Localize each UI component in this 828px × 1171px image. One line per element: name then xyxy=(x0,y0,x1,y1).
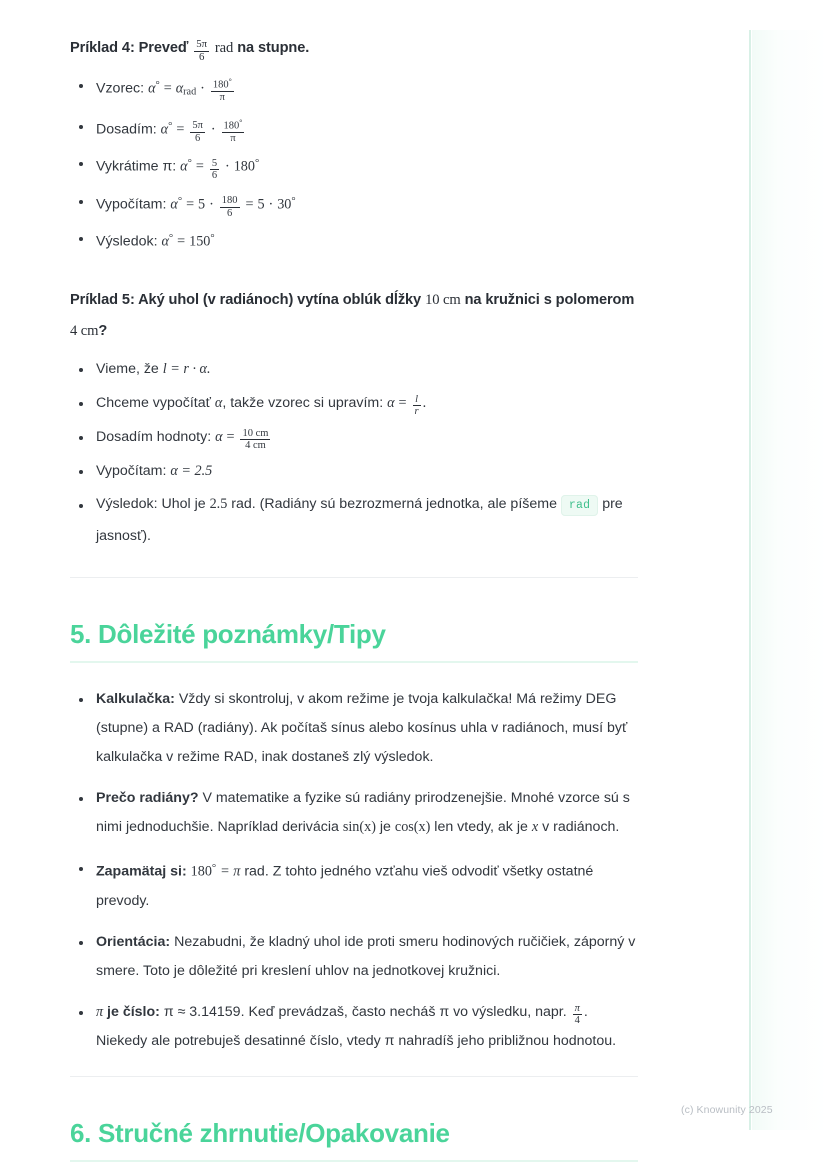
section-divider xyxy=(70,577,638,578)
tip-math-cos: cos(x) xyxy=(394,819,431,836)
code-chip-rad: rad xyxy=(561,495,598,516)
step-fraction-1-denominator: 6 xyxy=(190,132,205,144)
tip-fraction-numerator: π xyxy=(574,1002,580,1014)
page-title-section-6: 6. Stručné zhrnutie/Opakovanie xyxy=(70,1117,450,1148)
tip-text: Vždy si skontroluj, v akom režime je tvoja kalkulačka! Má režimy DEG (stupne) a RAD (radiány). Ak počítaš sínus alebo kosínus uhla v radiánoch, musí byť kalkulačka v režime RAD, inak dostaneš zlý výsledok. xyxy=(96,691,628,766)
tip-text: rad. Z tohto jedného vzťahu vieš odvodiť všetky ostatné prevody. xyxy=(96,863,594,909)
step-fraction-numerator-value: 180 xyxy=(212,79,229,91)
section-5-underline xyxy=(70,661,638,663)
step-dot: · xyxy=(200,80,205,97)
step-second-operand: 5 xyxy=(257,196,265,213)
list-item xyxy=(70,69,638,109)
step-dot: · xyxy=(225,158,230,175)
step-dot: · xyxy=(209,196,214,213)
tip-text-d: v radiánoch. xyxy=(538,819,620,836)
degree-icon: ° xyxy=(291,195,296,207)
list-item xyxy=(70,998,638,1056)
example5-steps-list xyxy=(70,353,638,551)
example4-heading-fraction xyxy=(194,39,209,63)
step-fraction-denominator: r xyxy=(414,406,419,418)
tip-math-sin: sin(x) xyxy=(342,819,376,836)
step-label: Vypočítam: xyxy=(96,462,167,479)
example5-heading-length: 10 cm xyxy=(425,291,461,308)
tips-list xyxy=(70,685,638,1055)
step-fraction xyxy=(413,394,421,418)
step-fraction-1-denominator: 6 xyxy=(220,207,240,219)
step-label: Dosadím: xyxy=(96,121,157,138)
tip-text-a: π ≈ 3.14159. Keď prevádzaš, často necháš π vo výsledku, napr. xyxy=(159,1003,571,1020)
step-equals: = xyxy=(398,394,407,411)
step-alpha: α xyxy=(215,428,223,445)
degree-icon: ° xyxy=(187,158,192,170)
tip-math-equals-pi: = π xyxy=(220,863,241,880)
example5-heading-part-b: na kružnici s polomerom xyxy=(464,291,635,308)
step-fraction-denominator: π xyxy=(211,91,234,103)
step-math: l = r · α. xyxy=(162,360,211,377)
step-fraction-1 xyxy=(210,158,219,182)
step-dot: · xyxy=(210,121,216,138)
example4-heading-suffix: na stupne. xyxy=(237,40,310,56)
step-fraction-1-numerator: 5π xyxy=(192,120,203,132)
list-item xyxy=(70,455,638,488)
list-item xyxy=(70,222,638,258)
step-equals: = xyxy=(226,428,235,445)
step-fraction-2-numerator-value: 180 xyxy=(223,120,240,132)
tip-label: je číslo: xyxy=(103,1003,160,1020)
degree-icon: ° xyxy=(239,118,243,128)
example4-heading-unit: rad xyxy=(214,40,234,56)
step-math: α = 2.5 xyxy=(170,462,213,479)
step-label: Vypočítam: xyxy=(96,196,167,213)
list-item xyxy=(70,928,638,986)
step-alpha-rad: α xyxy=(175,80,184,97)
footer-copyright: (c) Knowunity 2025 xyxy=(681,1104,773,1116)
example4-heading-prefix: Príklad 4: Preveď xyxy=(70,40,189,56)
step-equals: = xyxy=(177,233,186,250)
step-label: Výsledok: Uhol je xyxy=(96,495,206,512)
step-equals: = xyxy=(195,158,204,175)
example5-heading-part-a: Príklad 5: Aký uhol (v radiánoch) vytína oblúk dĺžky xyxy=(70,291,422,308)
example5-heading-question: ? xyxy=(98,322,108,339)
scroll-indicator-band[interactable] xyxy=(752,30,828,1130)
step-dot-2: · xyxy=(268,196,274,213)
degree-icon: ° xyxy=(155,80,160,92)
degree-icon: ° xyxy=(210,233,215,245)
tip-label: Zapamätaj si: xyxy=(96,863,187,880)
tip-label: Orientácia: xyxy=(96,933,171,950)
step-value: 30 xyxy=(277,196,292,213)
example4-heading-fraction-numerator: 5π xyxy=(196,37,207,50)
step-label: Vieme, že xyxy=(96,360,159,377)
list-item xyxy=(70,685,638,772)
degree-icon: ° xyxy=(211,863,217,875)
example4-steps-list xyxy=(70,69,638,259)
list-item xyxy=(70,489,638,551)
degree-icon: ° xyxy=(228,77,232,87)
document-content xyxy=(70,34,638,1162)
degree-icon: ° xyxy=(177,195,183,207)
step-fraction-1 xyxy=(220,195,240,219)
example4-heading xyxy=(70,34,638,63)
step-fraction-1-numerator: 180 xyxy=(221,195,238,207)
step-label: Vzorec: xyxy=(96,80,145,97)
list-item xyxy=(70,110,638,146)
step-period: . xyxy=(422,394,427,411)
degree-icon: ° xyxy=(168,233,174,245)
step-fraction xyxy=(211,78,234,103)
tip-label: Prečo radiány? xyxy=(96,790,199,807)
step-alpha: α xyxy=(180,158,188,175)
step-fraction-2-numerator xyxy=(222,119,245,132)
example5-heading-radius: 4 cm xyxy=(70,322,99,339)
tip-text: Nezabudni, že kladný uhol ide proti smeru hodinových ručičiek, záporný v smere. Toto je dôležité pri kreslení uhlov na jednotkovej kružnici. xyxy=(96,933,636,979)
step-alpha-subscript: rad xyxy=(183,86,197,98)
step-value: 180 xyxy=(233,158,255,175)
step-fraction-2-denominator: π xyxy=(222,132,245,144)
step-text-mid: rad. (Radiány sú bezrozmerná jednotka, ale píšeme xyxy=(231,495,557,512)
list-item xyxy=(70,185,638,221)
step-equals: = xyxy=(163,80,172,97)
step-value: 150 xyxy=(189,233,211,250)
tip-text-a: V matematike a fyzike sú radiány prirodzenejšie. Mnohé vzorce sú s nimi jednoduchšie. Napríklad derivácia xyxy=(96,790,630,836)
step-fraction-denominator: 4 cm xyxy=(240,439,270,451)
step-label: Dosadím hodnoty: xyxy=(96,428,212,445)
list-item xyxy=(70,353,638,386)
list-item xyxy=(70,784,638,842)
step-fraction xyxy=(240,428,270,452)
tip-label: Kalkulačka: xyxy=(96,691,175,708)
tip-fraction-denominator: 4 xyxy=(573,1014,582,1026)
tip-math-x: x xyxy=(531,819,539,836)
tip-math-180: 180 xyxy=(190,863,212,880)
step-fraction-1-numerator: 5 xyxy=(211,157,218,169)
list-item xyxy=(70,387,638,420)
example5-heading xyxy=(70,285,638,347)
step-fraction-numerator: l xyxy=(415,393,419,405)
step-value: 2.5 xyxy=(209,495,228,512)
step-equals: = xyxy=(176,121,185,138)
step-text-mid: , takže vzorec si upravím: xyxy=(222,394,384,411)
step-fraction-numerator xyxy=(211,78,234,91)
section-6-underline xyxy=(70,1160,638,1162)
step-fraction-1-denominator: 6 xyxy=(211,170,218,182)
list-item xyxy=(70,147,638,183)
step-alpha: α xyxy=(161,233,169,250)
degree-icon: ° xyxy=(254,158,260,170)
step-fraction-1 xyxy=(190,120,205,144)
list-item xyxy=(70,854,638,915)
step-alpha: α xyxy=(160,121,169,138)
tip-label-pi: π xyxy=(96,1003,104,1020)
step-label: Chceme vypočítať xyxy=(96,394,211,411)
tip-text-c: len vtedy, ak je xyxy=(430,819,532,836)
step-alpha: α xyxy=(148,80,156,97)
section-divider-2 xyxy=(70,1076,638,1077)
step-alpha: α xyxy=(214,394,223,411)
step-equals-2: = xyxy=(245,196,254,213)
step-alpha: α xyxy=(170,196,178,213)
tip-text-b: . Niekedy ale potrebuješ desatinné číslo, vtedy π nahradíš jeho približnou hodnotou. xyxy=(96,1003,617,1049)
degree-icon: ° xyxy=(168,120,173,132)
step-fraction-numerator: 10 cm xyxy=(242,427,269,439)
list-item xyxy=(70,421,638,454)
step-fraction-2 xyxy=(222,119,245,144)
tip-fraction xyxy=(573,1003,582,1027)
step-text-end: pre jasnosť). xyxy=(96,495,623,544)
step-first-operand: 5 xyxy=(198,196,206,213)
example4-heading-fraction-denominator: 6 xyxy=(194,51,209,64)
step-label: Vykrátime π: xyxy=(96,158,177,175)
step-equals: = xyxy=(186,196,195,213)
page-title-section-5: 5. Dôležité poznámky/Tipy xyxy=(70,618,386,649)
tip-text-b: je xyxy=(375,819,395,836)
step-label: Výsledok: xyxy=(96,233,158,250)
scroll-indicator-line[interactable] xyxy=(749,30,751,1130)
step-alpha-2: α xyxy=(387,394,395,411)
